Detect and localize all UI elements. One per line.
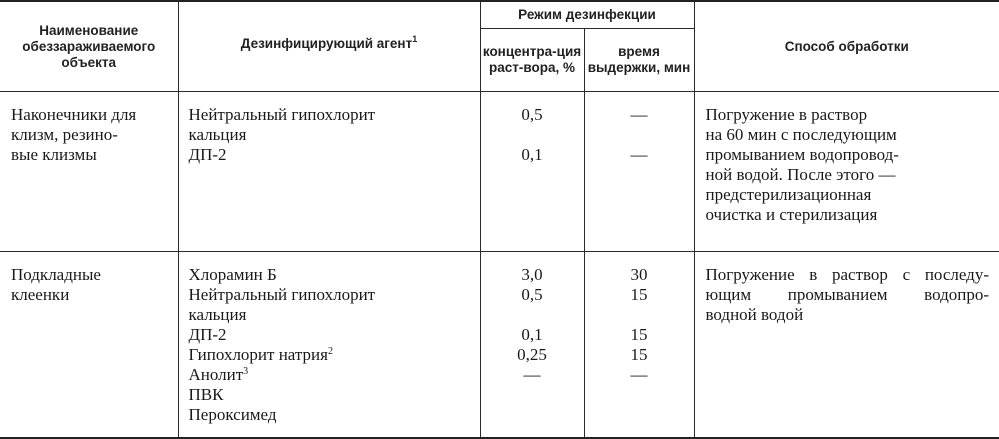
header-time: время выдержки, мин: [584, 29, 694, 92]
concentration-value: 0,25: [517, 345, 547, 364]
header-object: Наименование обеззараживаемого объекта: [0, 1, 178, 92]
object-line: клеенки: [11, 285, 70, 304]
agent-line: Нейтральный гипохлорит: [188, 105, 376, 124]
object-line: клизм, резино-: [11, 125, 118, 144]
object-line: Наконечники для: [11, 105, 137, 124]
agent-line: кальция: [188, 305, 247, 324]
agent-line: Хлорамин Б: [188, 265, 277, 284]
time-cell: [584, 92, 694, 252]
header-mode: Режим дезинфекции: [480, 1, 694, 29]
agent-line: Нейтральный гипохлорит: [188, 285, 376, 304]
object-line: Подкладные: [11, 265, 101, 284]
time-cell: [584, 252, 694, 439]
method-line: ной водой. После этого —: [705, 165, 896, 184]
object-cell: [0, 252, 178, 439]
method-line: на 60 мин с последующим: [705, 125, 897, 144]
method-line: предстерилизационная: [705, 185, 872, 204]
time-value: 15: [630, 345, 648, 364]
agent-line: кальция: [188, 125, 247, 144]
concentration-value: 0,5: [521, 105, 543, 124]
agent-line: [189, 345, 474, 365]
header-agent-footnote: 1: [412, 34, 418, 44]
time-value: 30: [630, 265, 648, 284]
concentration-value: 3,0: [521, 265, 543, 284]
method-line: водной водой: [705, 305, 804, 324]
method-line: промыванием водопровод-: [705, 145, 899, 164]
concentration-cell: [480, 92, 584, 252]
method-cell: [694, 252, 999, 439]
agent-text: Анолит: [188, 365, 244, 384]
agent-cell: [178, 252, 480, 439]
concentration-cell: [480, 252, 584, 439]
agent-text: Гипохлорит натрия: [188, 345, 328, 364]
concentration-value: 0,1: [521, 325, 543, 344]
concentration-value: 0,1: [521, 145, 543, 164]
header-agent-text: Дезинфицирующий агент: [240, 36, 413, 51]
agent-line: ДП-2: [188, 145, 227, 164]
method-line: Погружение в раствор: [705, 105, 868, 124]
agent-footnote: 3: [243, 366, 249, 377]
time-value: 15: [630, 285, 648, 304]
agent-line: ДП-2: [188, 325, 227, 344]
time-value: —: [630, 365, 648, 384]
method-line: очистка и стерилизация: [705, 205, 878, 224]
agent-cell: [178, 92, 480, 252]
agent-line: [189, 365, 474, 385]
time-value: —: [630, 105, 648, 124]
table-row: [0, 92, 999, 252]
time-value: 15: [630, 325, 648, 344]
method-cell: [694, 92, 999, 252]
object-line: вые клизмы: [11, 145, 97, 164]
header-concentration: концентра-ция раст-вора, %: [480, 29, 584, 92]
time-value: —: [630, 145, 648, 164]
header-agent: [178, 1, 480, 92]
agent-line: ПВК: [188, 385, 224, 404]
agent-footnote: 2: [327, 346, 333, 357]
header-method: Способ обработки: [694, 1, 999, 92]
agent-line: Пероксимед: [188, 405, 277, 424]
method-line: ющим промыванием водопро-: [705, 285, 989, 304]
concentration-value: 0,5: [521, 285, 543, 304]
method-line: Погружение в раствор с последу-: [705, 265, 989, 284]
table-row: [0, 252, 999, 439]
object-cell: [0, 92, 178, 252]
concentration-value: —: [523, 365, 541, 384]
